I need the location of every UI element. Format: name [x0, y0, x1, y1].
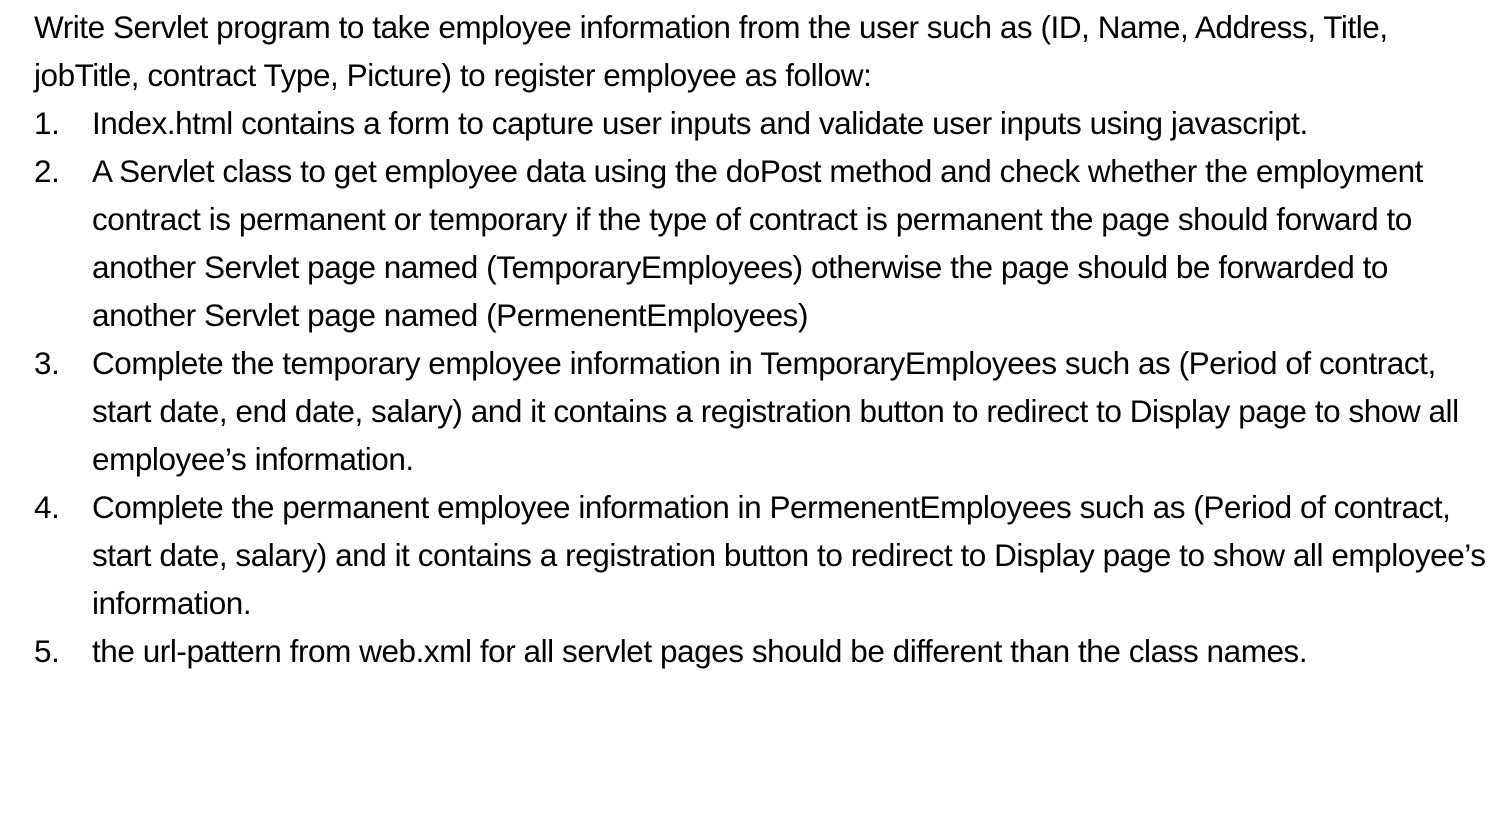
list-item	[34, 627, 1496, 675]
list-item	[34, 147, 1496, 339]
intro-paragraph: Write Servlet program to take employee information from the user such as (ID, Name, Address, Title, jobTitle, contract Type, Picture) to register employee as follow:	[34, 9, 1388, 93]
list-item-number: 4.	[34, 489, 60, 525]
list-item	[34, 483, 1496, 627]
list-item-text: Complete the permanent employee information in PermenentEmployees such as (Period of contract, start date, salary) and it contains a registration button to redirect to Display page to show all employee’s information.	[92, 489, 1486, 621]
list-item-text: Index.html contains a form to capture user inputs and validate user inputs using javascript.	[92, 105, 1308, 141]
list-item-number: 3.	[34, 345, 60, 381]
list-item	[34, 99, 1496, 147]
task-list	[34, 99, 1496, 675]
list-item-number: 5.	[34, 633, 60, 669]
list-item-text: the url-pattern from web.xml for all servlet pages should be different than the class names.	[92, 633, 1308, 669]
list-item	[34, 339, 1496, 483]
list-item-number: 2.	[34, 153, 60, 189]
list-item-text: Complete the temporary employee information in TemporaryEmployees such as (Period of contract, start date, end date, salary) and it contains a registration button to redirect to Display page to show all employee’s information.	[92, 345, 1459, 477]
list-item-number: 1.	[34, 105, 60, 141]
document-body	[34, 3, 1496, 675]
list-item-text: A Servlet class to get employee data using the doPost method and check whether the employment contract is permanent or temporary if the type of contract is permanent the page should forward to another Servlet page named (TemporaryEmployees) otherwise the page should be forwarded to another Servlet page named (PermenentEmployees)	[92, 153, 1423, 333]
